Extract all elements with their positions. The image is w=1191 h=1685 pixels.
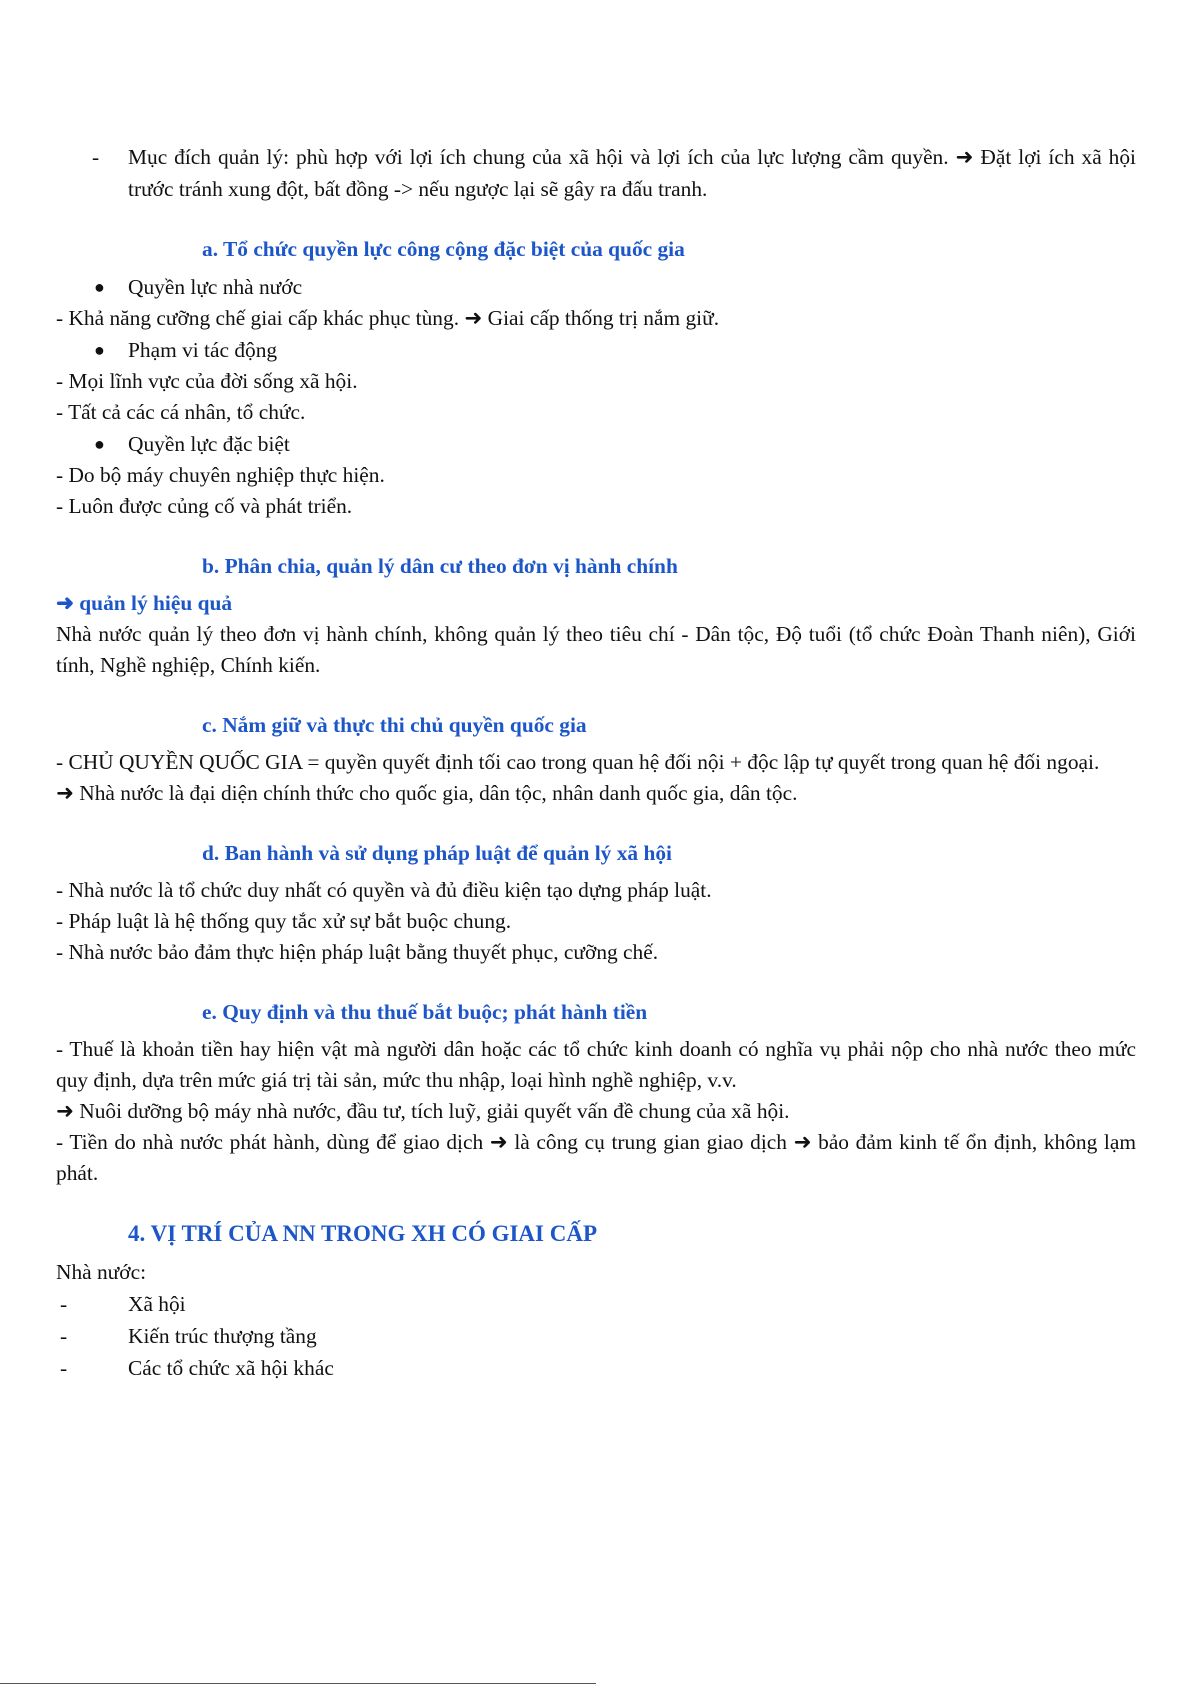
list-dash: - bbox=[60, 1324, 68, 1348]
bullet-dot-icon: ● bbox=[94, 340, 105, 360]
text-line: - Mọi lĩnh vực của đời sống xã hội. bbox=[56, 369, 358, 393]
bullet-item bbox=[56, 271, 1136, 303]
list-item bbox=[56, 1352, 1136, 1384]
paragraph: - Tiền do nhà nước phát hành, dùng để giao dịch ➜ là công cụ trung gian giao dịch ➜ bảo đảm kinh tế ổn định, không lạm phát. bbox=[56, 1130, 1136, 1185]
bullet-item bbox=[56, 334, 1136, 366]
paragraph: - Thuế là khoản tiền hay hiện vật mà người dân hoặc các tổ chức kinh doanh có nghĩa vụ phải nộp cho nhà nước theo mức quy định, dựa trên mức giá trị tài sản, mức thu nhập, loại hình nghề nghiệp, v.v. bbox=[56, 1037, 1136, 1092]
heading-section-b: b. Phân chia, quản lý dân cư theo đơn vị hành chính bbox=[202, 554, 678, 578]
text-line: - Tất cả các cá nhân, tổ chức. bbox=[56, 400, 306, 424]
heading-section-a: a. Tổ chức quyền lực công cộng đặc biệt của quốc gia bbox=[202, 237, 685, 261]
list-item bbox=[56, 1288, 1136, 1320]
bullet-text: Quyền lực nhà nước bbox=[128, 275, 303, 299]
bullet-dot-icon: ● bbox=[94, 434, 105, 454]
heading-section-e: e. Quy định và thu thuế bắt buộc; phát hành tiền bbox=[202, 1000, 648, 1024]
lead-text: Nhà nước: bbox=[56, 1260, 147, 1284]
bullet-dot-icon: ● bbox=[94, 277, 105, 297]
heading-section-4: 4. VỊ TRÍ CỦA NN TRONG XH CÓ GIAI CẤP bbox=[128, 1221, 598, 1246]
list-dash: - bbox=[60, 1356, 68, 1380]
text-line: - Nhà nước là tổ chức duy nhất có quyền và đủ điều kiện tạo dựng pháp luật. bbox=[56, 878, 712, 902]
text-line: - Nhà nước bảo đảm thực hiện pháp luật bằng thuyết phục, cưỡng chế. bbox=[56, 940, 659, 964]
text-line: - Luôn được củng cố và phát triển. bbox=[56, 494, 353, 518]
paragraph: Nhà nước quản lý theo đơn vị hành chính, không quản lý theo tiêu chí - Dân tộc, Độ tuổi (tổ chức Đoàn Thanh niên), Giới tính, Nghề nghiệp, Chính kiến. bbox=[56, 622, 1136, 677]
list-item-text: Kiến trúc thượng tầng bbox=[128, 1324, 317, 1348]
heading-section-c: c. Nắm giữ và thực thi chủ quyền quốc gia bbox=[202, 713, 587, 737]
bullet-text: Phạm vi tác động bbox=[128, 338, 278, 362]
text-line: - Do bộ máy chuyên nghiệp thực hiện. bbox=[56, 463, 385, 487]
arrow-label: ➜ quản lý hiệu quả bbox=[56, 591, 233, 615]
intro-list-item bbox=[56, 141, 1136, 205]
list-item-text: Các tổ chức xã hội khác bbox=[128, 1356, 334, 1380]
heading-section-d: d. Ban hành và sử dụng pháp luật để quản lý xã hội bbox=[202, 841, 672, 865]
paragraph: - CHỦ QUYỀN QUỐC GIA = quyền quyết định tối cao trong quan hệ đối nội + độc lập tự quyết trong quan hệ đối ngoại. bbox=[56, 750, 1100, 774]
intro-text: Mục đích quản lý: phù hợp với lợi ích chung của xã hội và lợi ích của lực lượng cầm quyền. ➜ Đặt lợi ích xã hội trước tránh xung đột, bất đồng -> nếu ngược lại sẽ gây ra đấu tranh. bbox=[128, 145, 1136, 201]
bullet-item bbox=[56, 428, 1136, 460]
text-line: - Pháp luật là hệ thống quy tắc xử sự bắt buộc chung. bbox=[56, 909, 512, 933]
footnote-divider bbox=[0, 1683, 596, 1684]
document-page bbox=[56, 141, 1136, 1384]
bullet-text: Quyền lực đặc biệt bbox=[128, 432, 290, 456]
text-line: - Khả năng cưỡng chế giai cấp khác phục tùng. ➜ Giai cấp thống trị nắm giữ. bbox=[56, 306, 720, 330]
paragraph: ➜ Nuôi dưỡng bộ máy nhà nước, đầu tư, tích luỹ, giải quyết vấn đề chung của xã hội. bbox=[56, 1099, 790, 1123]
list-dash: - bbox=[92, 145, 100, 169]
list-item bbox=[56, 1320, 1136, 1352]
list-item-text: Xã hội bbox=[128, 1292, 186, 1316]
list-dash: - bbox=[60, 1292, 68, 1316]
paragraph: ➜ Nhà nước là đại diện chính thức cho quốc gia, dân tộc, nhân danh quốc gia, dân tộc. bbox=[56, 781, 798, 805]
